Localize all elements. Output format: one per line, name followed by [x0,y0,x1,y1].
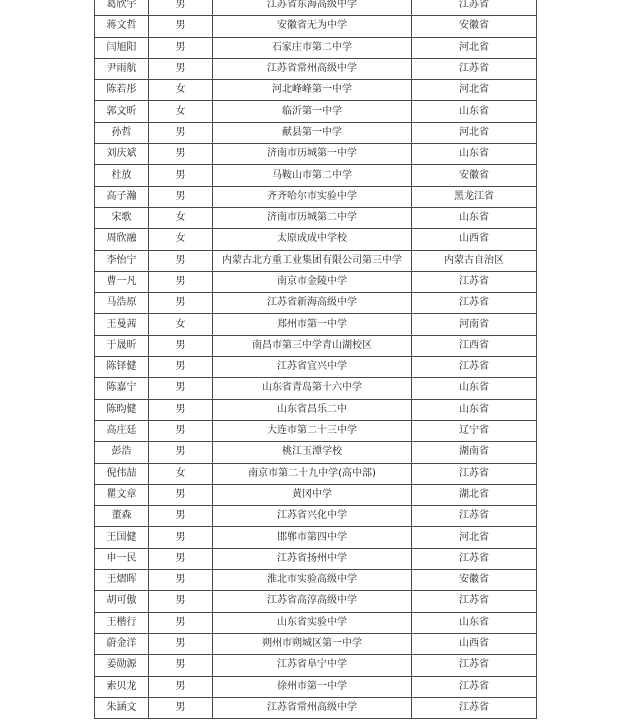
student-name-cell: 申一民 [95,548,149,569]
province-cell: 安徽省 [412,16,537,37]
student-name-cell: 王楷行 [95,612,149,633]
table-row [95,0,537,16]
gender-cell: 男 [149,442,213,463]
student-name-cell: 高子瀚 [95,186,149,207]
province-cell: 河北省 [412,122,537,143]
school-cell: 江苏省兴化中学 [213,506,412,527]
student-name-cell: 宋歌 [95,207,149,228]
gender-cell: 女 [149,207,213,228]
school-cell: 献县第一中学 [213,122,412,143]
school-cell: 太原成成中学校 [213,229,412,250]
province-cell: 山东省 [412,207,537,228]
student-name-cell: 姜勋源 [95,655,149,676]
gender-cell: 男 [149,570,213,591]
school-cell: 黄冈中学 [213,484,412,505]
table-row [95,16,537,37]
gender-cell: 女 [149,314,213,335]
gender-cell: 男 [149,293,213,314]
province-cell: 河北省 [412,80,537,101]
table-row [95,442,537,463]
province-cell: 江苏省 [412,548,537,569]
student-name-cell: 葛欣宇 [95,0,149,16]
student-name-cell: 蒋文哲 [95,16,149,37]
school-cell: 安徽省无为中学 [213,16,412,37]
student-name-cell: 倪伟喆 [95,463,149,484]
table-row [95,463,537,484]
school-cell: 淮北市实验高级中学 [213,570,412,591]
gender-cell: 男 [149,527,213,548]
student-name-cell: 尹雨航 [95,58,149,79]
gender-cell: 男 [149,122,213,143]
gender-cell: 男 [149,633,213,654]
table-row [95,101,537,122]
gender-cell: 男 [149,612,213,633]
gender-cell: 男 [149,0,213,16]
school-cell: 江苏省阜宁中学 [213,655,412,676]
student-name-cell: 瞿文章 [95,484,149,505]
province-cell: 江苏省 [412,58,537,79]
table-row [95,548,537,569]
school-cell: 郑州市第一中学 [213,314,412,335]
school-cell: 济南市历城第二中学 [213,207,412,228]
gender-cell: 女 [149,101,213,122]
school-cell: 江苏省宜兴中学 [213,357,412,378]
school-cell: 大连市第二十三中学 [213,420,412,441]
gender-cell: 女 [149,80,213,101]
student-name-cell: 索贝龙 [95,676,149,697]
student-name-cell: 李怡宁 [95,250,149,271]
table-row [95,207,537,228]
gender-cell: 男 [149,186,213,207]
table-row [95,357,537,378]
province-cell: 内蒙古自治区 [412,250,537,271]
gender-cell: 男 [149,506,213,527]
roster-body [95,0,537,719]
table-row [95,186,537,207]
gender-cell: 男 [149,676,213,697]
gender-cell: 男 [149,16,213,37]
province-cell: 江苏省 [412,463,537,484]
table-row [95,144,537,165]
province-cell: 湖北省 [412,484,537,505]
gender-cell: 女 [149,463,213,484]
province-cell: 山东省 [412,399,537,420]
table-row [95,420,537,441]
school-cell: 南昌市第三中学青山湖校区 [213,335,412,356]
province-cell: 江西省 [412,335,537,356]
table-row [95,335,537,356]
province-cell: 江苏省 [412,697,537,718]
school-cell: 内蒙古北方重工业集团有限公司第三中学 [213,250,412,271]
province-cell: 山西省 [412,633,537,654]
student-name-cell: 王熠晖 [95,570,149,591]
school-cell: 江苏省新海高级中学 [213,293,412,314]
school-cell: 山东省昌乐二中 [213,399,412,420]
province-cell: 江苏省 [412,293,537,314]
table-row [95,655,537,676]
school-cell: 齐齐哈尔市实验中学 [213,186,412,207]
province-cell: 安徽省 [412,570,537,591]
gender-cell: 男 [149,37,213,58]
province-cell: 江苏省 [412,591,537,612]
table-row [95,250,537,271]
table-row [95,484,537,505]
school-cell: 徐州市第一中学 [213,676,412,697]
school-cell: 南京市第二十九中学(高中部) [213,463,412,484]
gender-cell: 男 [149,697,213,718]
student-name-cell: 闫旭阳 [95,37,149,58]
gender-cell: 男 [149,271,213,292]
school-cell: 邯郸市第四中学 [213,527,412,548]
student-name-cell: 刘庆斌 [95,144,149,165]
province-cell: 河南省 [412,314,537,335]
student-name-cell: 胡可傲 [95,591,149,612]
school-cell: 山东省实验中学 [213,612,412,633]
table-row [95,271,537,292]
gender-cell: 男 [149,548,213,569]
student-roster-table [94,0,537,719]
table-row [95,80,537,101]
student-name-cell: 郭文昕 [95,101,149,122]
school-cell: 江苏省扬州中学 [213,548,412,569]
province-cell: 湖南省 [412,442,537,463]
table-row [95,293,537,314]
school-cell: 石家庄市第二中学 [213,37,412,58]
province-cell: 山东省 [412,144,537,165]
gender-cell: 男 [149,250,213,271]
school-cell: 朔州市朔城区第一中学 [213,633,412,654]
province-cell: 河北省 [412,527,537,548]
school-cell: 临沂第一中学 [213,101,412,122]
province-cell: 山东省 [412,101,537,122]
gender-cell: 男 [149,655,213,676]
student-name-cell: 彭浩 [95,442,149,463]
student-name-cell: 马浩原 [95,293,149,314]
school-cell: 山东省青岛第十六中学 [213,378,412,399]
province-cell: 山西省 [412,229,537,250]
table-row [95,633,537,654]
province-cell: 江苏省 [412,676,537,697]
gender-cell: 男 [149,591,213,612]
gender-cell: 男 [149,399,213,420]
province-cell: 江苏省 [412,357,537,378]
table-row [95,229,537,250]
school-cell: 江苏省常州高级中学 [213,697,412,718]
student-name-cell: 陈铎健 [95,357,149,378]
table-row [95,314,537,335]
table-row [95,165,537,186]
gender-cell: 女 [149,229,213,250]
student-name-cell: 蔚金洋 [95,633,149,654]
province-cell: 辽宁省 [412,420,537,441]
table-row [95,591,537,612]
table-row [95,37,537,58]
province-cell: 黑龙江省 [412,186,537,207]
gender-cell: 男 [149,165,213,186]
student-name-cell: 曹一凡 [95,271,149,292]
table-row [95,527,537,548]
gender-cell: 男 [149,144,213,165]
student-name-cell: 于晟昕 [95,335,149,356]
student-name-cell: 陈昀健 [95,399,149,420]
student-name-cell: 周欣融 [95,229,149,250]
gender-cell: 男 [149,58,213,79]
table-row [95,697,537,718]
student-name-cell: 孙哲 [95,122,149,143]
province-cell: 河北省 [412,37,537,58]
school-cell: 江苏省常州高级中学 [213,58,412,79]
student-name-cell: 杜放 [95,165,149,186]
school-cell: 江苏省高淳高级中学 [213,591,412,612]
school-cell: 南京市金陵中学 [213,271,412,292]
student-name-cell: 陈若彤 [95,80,149,101]
gender-cell: 男 [149,357,213,378]
student-name-cell: 王曼茜 [95,314,149,335]
table-row [95,570,537,591]
student-name-cell: 朱涵文 [95,697,149,718]
school-cell: 河北峰峰第一中学 [213,80,412,101]
province-cell: 山东省 [412,612,537,633]
student-name-cell: 高庄廷 [95,420,149,441]
province-cell: 江苏省 [412,271,537,292]
student-name-cell: 董森 [95,506,149,527]
province-cell: 安徽省 [412,165,537,186]
gender-cell: 男 [149,378,213,399]
province-cell: 江苏省 [412,0,537,16]
province-cell: 江苏省 [412,506,537,527]
table-row [95,58,537,79]
school-cell: 马鞍山市第二中学 [213,165,412,186]
student-name-cell: 王国健 [95,527,149,548]
province-cell: 山东省 [412,378,537,399]
student-name-cell: 陈嘉宁 [95,378,149,399]
table-row [95,676,537,697]
table-row [95,506,537,527]
school-cell: 济南市历城第一中学 [213,144,412,165]
table-row [95,378,537,399]
province-cell: 江苏省 [412,655,537,676]
table-row [95,122,537,143]
gender-cell: 男 [149,335,213,356]
school-cell: 桃江玉潭学校 [213,442,412,463]
table-row [95,399,537,420]
school-cell: 江苏省东海高级中学 [213,0,412,16]
table-row [95,612,537,633]
gender-cell: 男 [149,484,213,505]
gender-cell: 男 [149,420,213,441]
